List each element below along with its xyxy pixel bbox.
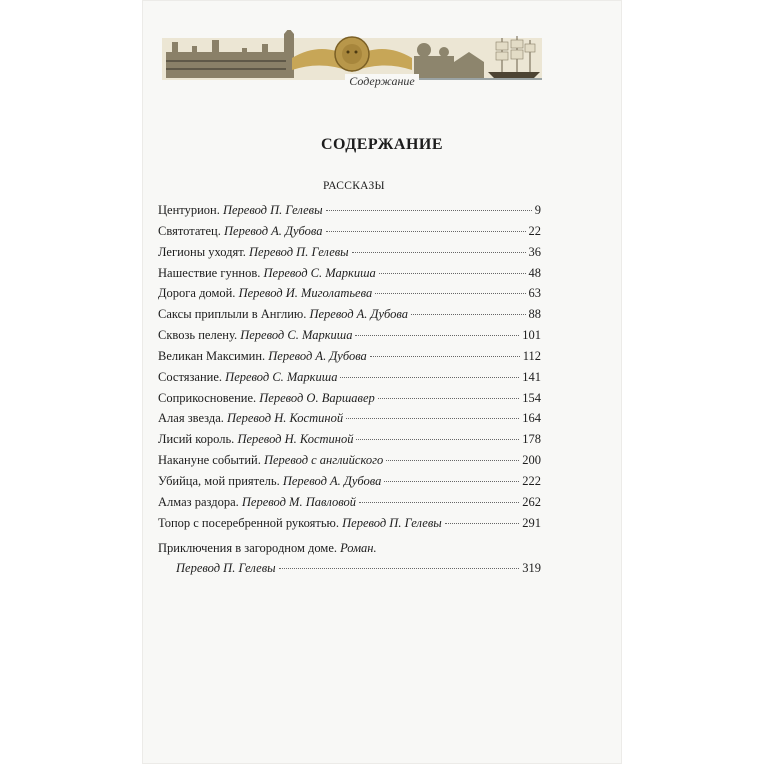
toc-page-number: 262 <box>522 494 541 509</box>
table-of-contents <box>158 203 541 582</box>
toc-story-title: Легионы уходят. <box>158 244 246 259</box>
toc-page-number: 36 <box>528 244 541 259</box>
toc-entry[interactable] <box>158 266 541 287</box>
toc-story-title: Сквозь пелену. <box>158 328 238 343</box>
toc-story-title: Святотатец. <box>158 223 221 238</box>
toc-entry[interactable] <box>158 203 541 224</box>
toc-story-title: Алмаз раздора. <box>158 494 239 509</box>
toc-leader-dots <box>445 523 520 524</box>
toc-page-number: 63 <box>528 286 541 301</box>
toc-leader-dots <box>279 568 520 569</box>
toc-page-number: 222 <box>522 473 541 488</box>
toc-translator: Перевод П. Гелевы <box>176 561 276 576</box>
page-title: СОДЕРЖАНИЕ <box>320 136 444 153</box>
toc-story-title: Состязание. <box>158 369 223 384</box>
toc-translator: Перевод А. Дубова <box>309 307 409 322</box>
toc-story-title: Убийца, мой приятель. <box>158 473 280 488</box>
toc-novel-kind: Роман. <box>340 540 377 555</box>
toc-page-number: 141 <box>522 369 541 384</box>
toc-novel-title: Приключения в загородном доме. <box>158 540 337 555</box>
running-head: Содержание <box>142 74 622 89</box>
book-page <box>142 0 622 764</box>
toc-translator: Перевод А. Дубова <box>224 223 323 238</box>
toc-entry[interactable] <box>158 474 541 495</box>
toc-page-number: 22 <box>528 223 541 238</box>
toc-entry[interactable] <box>158 453 541 474</box>
toc-leader-dots <box>370 356 520 357</box>
toc-entry[interactable] <box>158 224 541 245</box>
toc-entry[interactable] <box>158 328 541 349</box>
toc-story-title: Центурион. <box>158 203 220 217</box>
toc-translator: Перевод С. Маркиша <box>225 369 338 384</box>
toc-page-number: 291 <box>522 515 541 530</box>
toc-translator: Перевод Н. Костиной <box>237 432 354 447</box>
toc-entry[interactable] <box>158 307 541 328</box>
toc-entry[interactable] <box>158 286 541 307</box>
toc-page-number: 319 <box>522 561 541 576</box>
toc-translator: Перевод П. Гелевы <box>342 515 442 530</box>
toc-leader-dots <box>326 231 526 232</box>
toc-translator: Перевод О. Варшавер <box>259 390 375 405</box>
toc-leader-dots <box>386 460 519 461</box>
toc-page-number: 48 <box>528 265 541 280</box>
toc-translator: Перевод М. Павловой <box>241 494 357 509</box>
toc-translator: Перевод Н. Костиной <box>227 411 344 426</box>
toc-translator: Перевод С. Маркиша <box>240 328 353 343</box>
toc-leader-dots <box>411 314 525 315</box>
toc-entry[interactable] <box>158 391 541 412</box>
toc-story-title: Топор с посеребренной рукоятью. <box>158 515 339 530</box>
toc-leader-dots <box>384 481 519 482</box>
toc-entry[interactable] <box>158 349 541 370</box>
toc-entry[interactable] <box>158 432 541 453</box>
toc-translator: Перевод П. Гелевы <box>222 203 323 217</box>
toc-story-title: Алая звезда. <box>158 411 224 426</box>
toc-translator: Перевод А. Дубова <box>282 473 382 488</box>
toc-page-number: 9 <box>534 203 541 217</box>
toc-page-number: 200 <box>522 453 541 468</box>
toc-entry[interactable] <box>158 411 541 432</box>
toc-entry[interactable] <box>158 495 541 516</box>
section-heading: РАССКАЗЫ <box>323 180 385 192</box>
toc-translator: Перевод И. Миголатьева <box>238 286 373 301</box>
toc-translator: Перевод А. Дубова <box>268 348 367 363</box>
toc-page-number: 101 <box>522 328 541 343</box>
toc-story-title: Нашествие гуннов. <box>158 265 261 280</box>
toc-translator: Перевод с английского <box>263 453 384 468</box>
toc-leader-dots <box>340 377 519 378</box>
toc-page-number: 178 <box>522 432 541 447</box>
toc-novel-entry[interactable] <box>158 541 541 562</box>
toc-novel-continuation[interactable] <box>158 561 541 582</box>
toc-leader-dots <box>359 502 519 503</box>
toc-leader-dots <box>378 398 519 399</box>
toc-entry[interactable] <box>158 245 541 266</box>
toc-page-number: 112 <box>522 348 541 363</box>
toc-story-title: Соприкосновение. <box>158 390 257 405</box>
toc-leader-dots <box>346 418 519 419</box>
toc-story-title: Саксы приплыли в Англию. <box>158 307 307 322</box>
toc-leader-dots <box>356 439 519 440</box>
toc-translator: Перевод П. Гелевы <box>249 244 349 259</box>
toc-story-title: Накануне событий. <box>158 453 261 468</box>
toc-leader-dots <box>379 273 526 274</box>
toc-leader-dots <box>352 252 526 253</box>
toc-entry[interactable] <box>158 370 541 391</box>
toc-leader-dots <box>326 210 532 211</box>
toc-page-number: 164 <box>522 411 541 426</box>
toc-leader-dots <box>355 335 519 336</box>
toc-leader-dots <box>375 293 525 294</box>
toc-page-number: 88 <box>528 307 541 322</box>
toc-entry[interactable] <box>158 516 541 537</box>
toc-story-title: Великан Максимин. <box>158 348 266 363</box>
toc-story-title: Лисий король. <box>158 432 235 447</box>
toc-story-title: Дорога домой. <box>158 286 236 301</box>
toc-translator: Перевод С. Маркиша <box>263 265 376 280</box>
toc-page-number: 154 <box>522 390 541 405</box>
